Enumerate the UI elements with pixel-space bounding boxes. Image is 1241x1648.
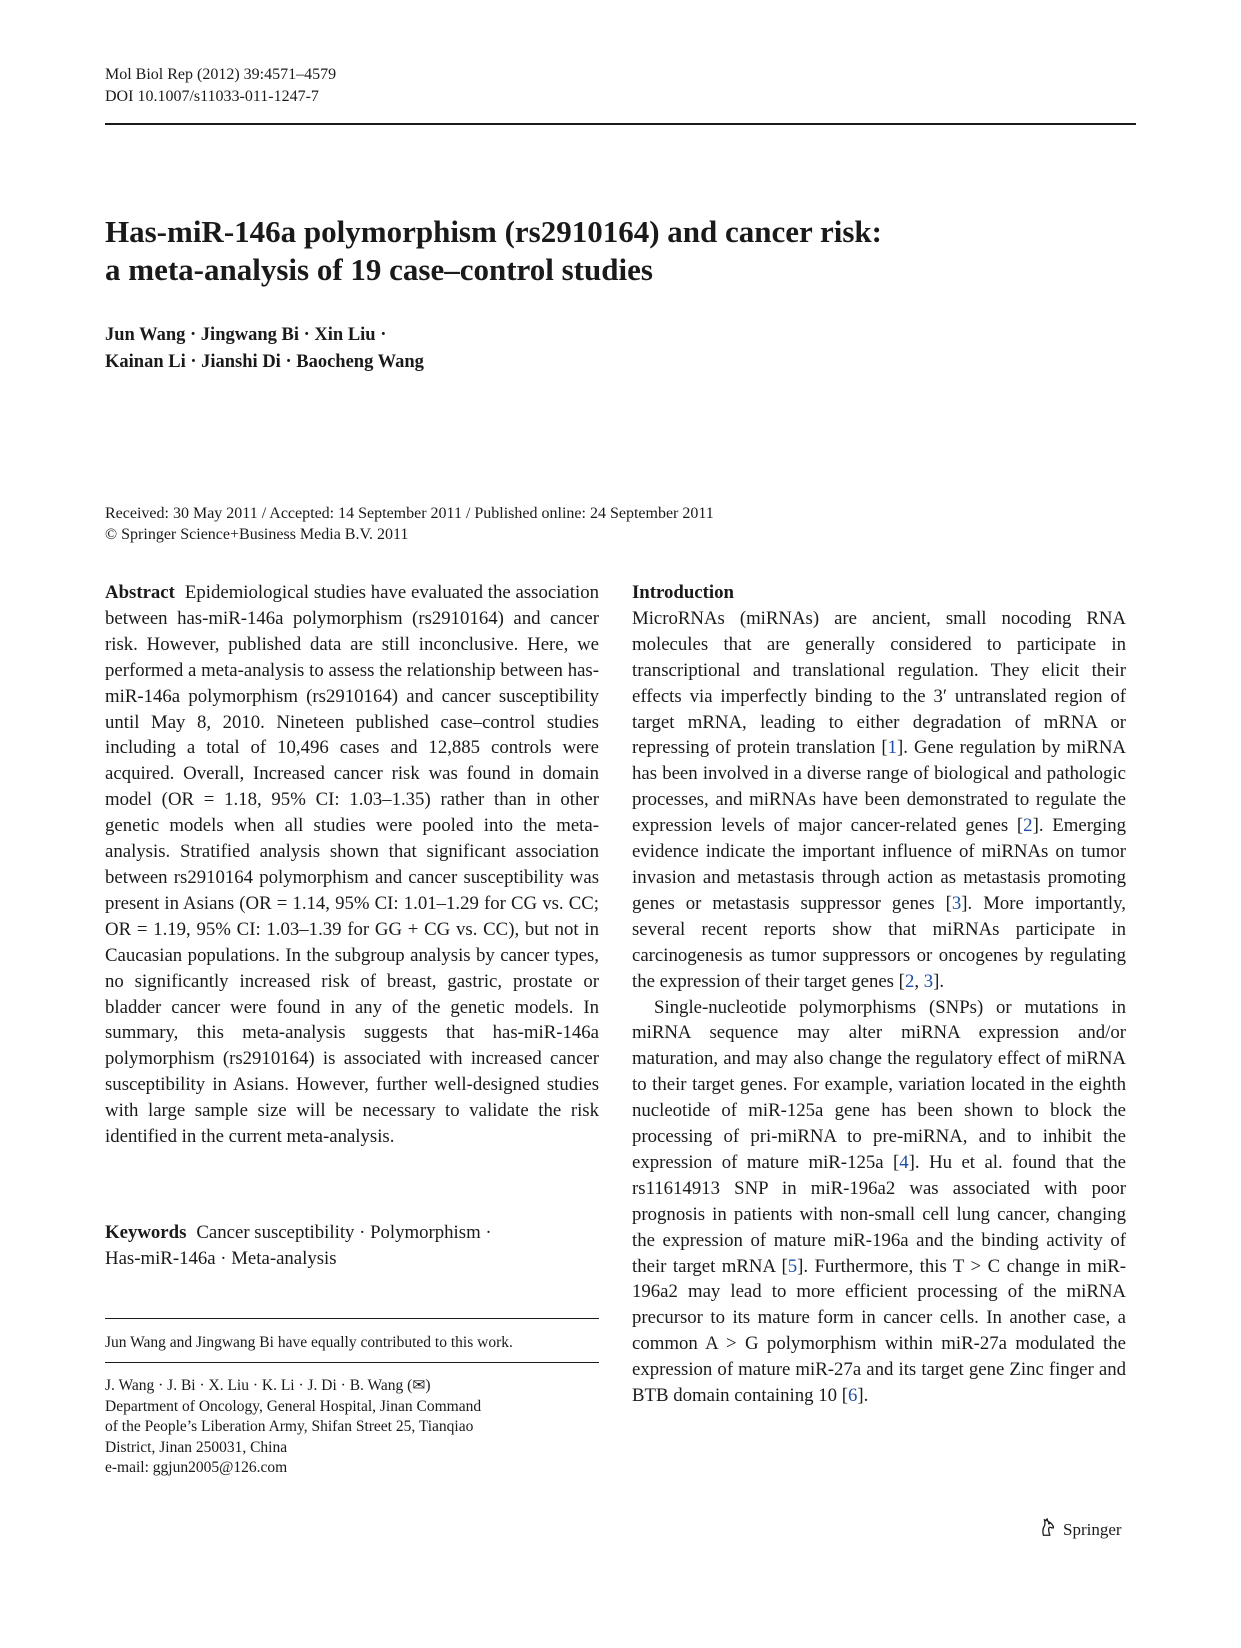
citation-link[interactable]: 1 xyxy=(887,737,897,759)
copyright: © Springer Science+Business Media B.V. 2011 xyxy=(105,526,409,543)
citation-link[interactable]: 2 xyxy=(1023,815,1033,837)
authors-line-2: Kainan Li · Jianshi Di · Baocheng Wang xyxy=(105,352,424,372)
introduction-heading: Introduction xyxy=(632,582,734,603)
doi[interactable]: DOI 10.1007/s11033-011-1247-7 xyxy=(105,88,319,105)
journal-header xyxy=(105,64,336,108)
intro-paragraph-1: MicroRNAs (miRNAs) are ancient, small nocoding RNA molecules that are generally considered to participate in transcriptional and translational regulation. They elicit their effects via imperfectly binding to the 3′ untranslated region of target mRNA, leading to either degradation of mRNA or repressing of protein translation [1]. Gene regulation by miRNA has been involved in a diverse range of biological and pathologic processes, and miRNAs have been demonstrated to regulate the expression levels of major cancer-related genes [2]. Emerging evidence indicate the important influence of miRNAs on tumor invasion and metastasis through action as metastasis promoting genes or metastasis suppressor genes [3]. More importantly, several recent reports show that miRNAs participate in carcinogenesis as tumor suppressors or oncogenes by regulating the expression of their target genes [2, 3]. xyxy=(632,607,1127,992)
abstract-text: Epidemiological studies have evaluated the association between has-miR-146a polymorphism (rs2910164) and cancer risk. However, published data are still inconclusive. Here, we performed a meta-analysis to assess the relationship between has-miR-146a polymorphism (rs2910164) and cancer susceptibility until May 8, 2010. Nineteen published case–control studies including a total of 10,496 cases and 12,885 controls were acquired. Overall, Increased cancer risk was found in domain model (OR = 1.18, 95% CI: 1.03–1.35) rather than in other genetic models when all studies were pooled into the meta-analysis. Stratified analysis shown that significant association between rs2910164 polymorphism and cancer susceptibility was present in Asians (OR = 1.14, 95% CI: 1.01–1.29 for CG vs. CC; OR = 1.19, 95% CI: 1.03–1.39 for GG + CG vs. CC), but not in Caucasian populations. In the subgroup analysis by cancer types, no significantly increased risk of breast, gastric, prostate or bladder cancer were found in any of the genetic models. In summary, this meta-analysis suggests that has-miR-146a polymorphism (rs2910164) is associated with increased cancer susceptibility in Asians. However, further well-designed studies with large sample size will be necessary to validate the risk identified in the current meta-analysis. xyxy=(105,582,599,1148)
keywords-line-1: Cancer susceptibility · Polymorphism · xyxy=(196,1222,492,1243)
article-title xyxy=(105,213,1136,289)
affiliation-block xyxy=(105,1376,599,1479)
author-list xyxy=(105,322,424,376)
title-line-2: a meta-analysis of 19 case–control studies xyxy=(105,252,653,287)
abstract xyxy=(105,580,599,1150)
keywords-line-2: Has-miR-146a · Meta-analysis xyxy=(105,1247,337,1269)
title-line-1: Has-miR-146a polymorphism (rs2910164) and cancer risk: xyxy=(105,214,882,249)
authors-line-1: Jun Wang · Jingwang Bi · Xin Liu · xyxy=(105,325,387,345)
left-column xyxy=(105,580,599,1150)
affiliation-line-3: District, Jinan 250031, China xyxy=(105,1438,288,1456)
contribution-footnote: Jun Wang and Jingwang Bi have equally contributed to this work. xyxy=(105,1334,513,1351)
footnote-rule xyxy=(105,1318,599,1319)
citation-link[interactable]: 2 xyxy=(904,970,915,992)
citation-link[interactable]: 6 xyxy=(847,1385,858,1407)
publisher-name: Springer xyxy=(1063,1519,1122,1539)
header-rule xyxy=(105,123,1136,125)
citation-link[interactable]: 3 xyxy=(923,970,934,992)
affiliation-line-2: of the People’s Liberation Army, Shifan Street 25, Tianqiao xyxy=(105,1418,474,1436)
email[interactable]: e-mail: ggjun2005@126.com xyxy=(105,1459,288,1477)
right-column xyxy=(632,580,1126,1409)
publisher-logo xyxy=(1037,1516,1122,1543)
keywords xyxy=(105,1220,599,1272)
affiliation-rule xyxy=(105,1362,599,1363)
affiliation-line-1: Department of Oncology, General Hospital, Jinan Command xyxy=(105,1397,482,1415)
citation-link[interactable]: 5 xyxy=(787,1255,798,1277)
springer-horse-icon xyxy=(1037,1516,1059,1543)
citation-link[interactable]: 4 xyxy=(899,1151,909,1173)
affiliation-names: J. Wang · J. Bi · X. Liu · K. Li · J. Di · B. Wang (✉) xyxy=(105,1377,431,1394)
journal-citation: Mol Biol Rep (2012) 39:4571–4579 xyxy=(105,66,337,83)
date-history: Received: 30 May 2011 / Accepted: 14 September 2011 / Published online: 24 September 2011 xyxy=(105,505,714,522)
keywords-label: Keywords xyxy=(105,1222,187,1243)
publication-dates xyxy=(105,503,714,545)
citation-link[interactable]: 3 xyxy=(951,892,962,914)
abstract-label: Abstract xyxy=(105,582,175,603)
intro-paragraph-2: Single-nucleotide polymorphisms (SNPs) or mutations in miRNA sequence may alter miRNA expression and/or maturation, and may also change the regulatory effect of miRNA to their target genes. For example, variation located in the eighth nucleotide of miR-125a gene has been shown to block the processing of pri-miRNA to pre-miRNA, and to inhibit the expression of mature miR-125a [4]. Hu et al. found that the rs11614913 SNP in miR-196a2 was associated with poor prognosis in patients with non-small cell lung cancer, changing the expression of mature miR-196a and the binding activity of their target mRNA [5]. Furthermore, this T > C change in miR-196a2 may lead to more efficient processing of the miRNA precursor to its mature form in cancer cells. In another case, a common A > G polymorphism within miR-27a modulated the expression of mature miR-27a and its target gene Zinc finger and BTB domain containing 10 [6]. xyxy=(632,996,1126,1407)
